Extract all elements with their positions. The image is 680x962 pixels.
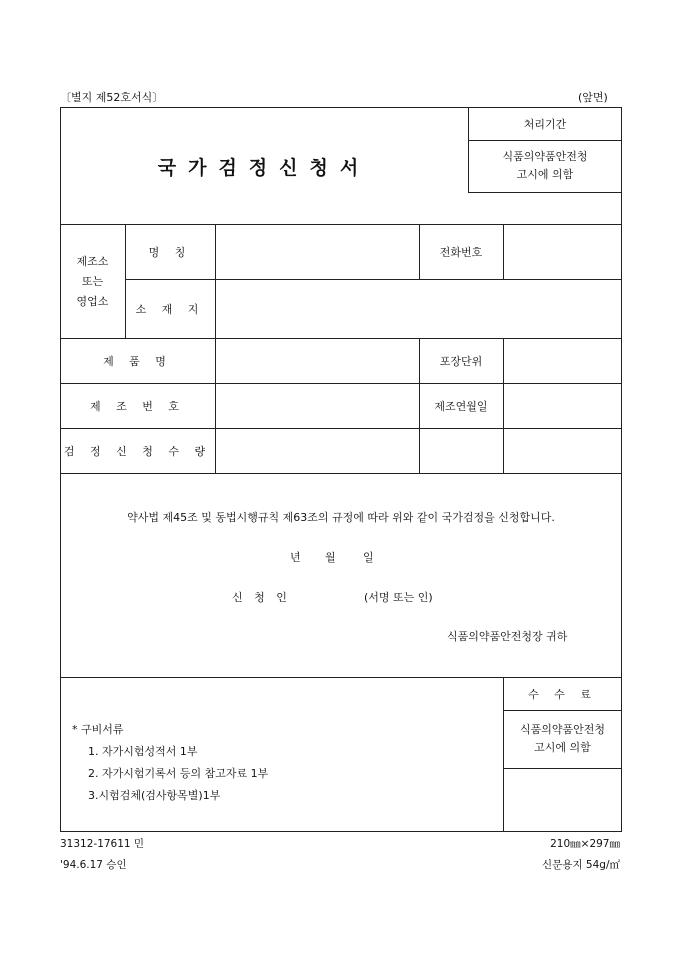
packaging-field[interactable] <box>504 339 621 383</box>
date-year: 년 <box>290 551 301 564</box>
date-day: 일 <box>363 551 374 564</box>
paper-type: 신문용지 54g/㎡ <box>542 859 620 871</box>
approval-date: '94.6.17 승인 <box>60 859 127 871</box>
packaging-label: 포장단위 <box>439 354 483 368</box>
paper-size: 210㎜×297㎜ <box>550 838 620 850</box>
recipient: 식품의약품안전청장 귀하 <box>447 630 568 643</box>
quantity-label: 검 정 신 청 수 량 <box>63 444 212 458</box>
form-number: 〔별지 제52호서식〕 <box>60 91 164 104</box>
quantity-extra-field[interactable] <box>420 429 503 473</box>
form-code: 31312-17611 민 <box>60 838 145 850</box>
name-label: 명 칭 <box>148 245 192 259</box>
address-label: 소 재 지 <box>135 302 205 316</box>
required-documents <box>72 719 268 807</box>
phone-label: 전화번호 <box>439 245 483 259</box>
address-field[interactable] <box>216 280 621 338</box>
product-name-field[interactable] <box>216 339 419 383</box>
processing-label: 처리기간 <box>523 117 567 131</box>
lot-number-label: 제 조 번 호 <box>90 399 185 413</box>
lot-number-field[interactable] <box>216 384 419 428</box>
documents-heading: * 구비서류 <box>72 723 124 736</box>
document-item: 3.시험검체(검사항목별)1부 <box>88 789 221 802</box>
application-statement: 약사법 제45조 및 동법시행규칙 제63조의 규정에 따라 위와 같이 국가검정을 신청합니다. <box>127 511 555 524</box>
document-item: 2. 자가시험기록서 등의 참고자료 1부 <box>88 767 269 780</box>
product-name-label: 제 품 명 <box>103 354 172 368</box>
page-side: (앞면) <box>578 91 608 104</box>
manufacture-date-field[interactable] <box>504 384 621 428</box>
applicant-label: 신 청 인 <box>232 591 291 604</box>
processing-value: 식품의약품안전청 고시에 의함 <box>502 150 588 181</box>
date-month: 월 <box>325 551 336 564</box>
document-item: 1. 자가시험성적서 1부 <box>88 745 198 758</box>
form-title: 국가검정신청서 <box>157 156 371 179</box>
phone-field[interactable] <box>504 225 621 279</box>
signature-hint: (서명 또는 인) <box>364 591 433 604</box>
fee-label: 수 수 료 <box>528 687 597 701</box>
border-bottom <box>60 831 622 832</box>
fee-value: 식품의약품안전청 고시에 의함 <box>519 723 605 754</box>
quantity-field[interactable] <box>216 429 419 473</box>
manufacture-date-label: 제조연월일 <box>434 399 488 413</box>
name-field[interactable] <box>216 225 419 279</box>
maker-group-label: 제조소 또는 영업소 <box>76 254 109 308</box>
